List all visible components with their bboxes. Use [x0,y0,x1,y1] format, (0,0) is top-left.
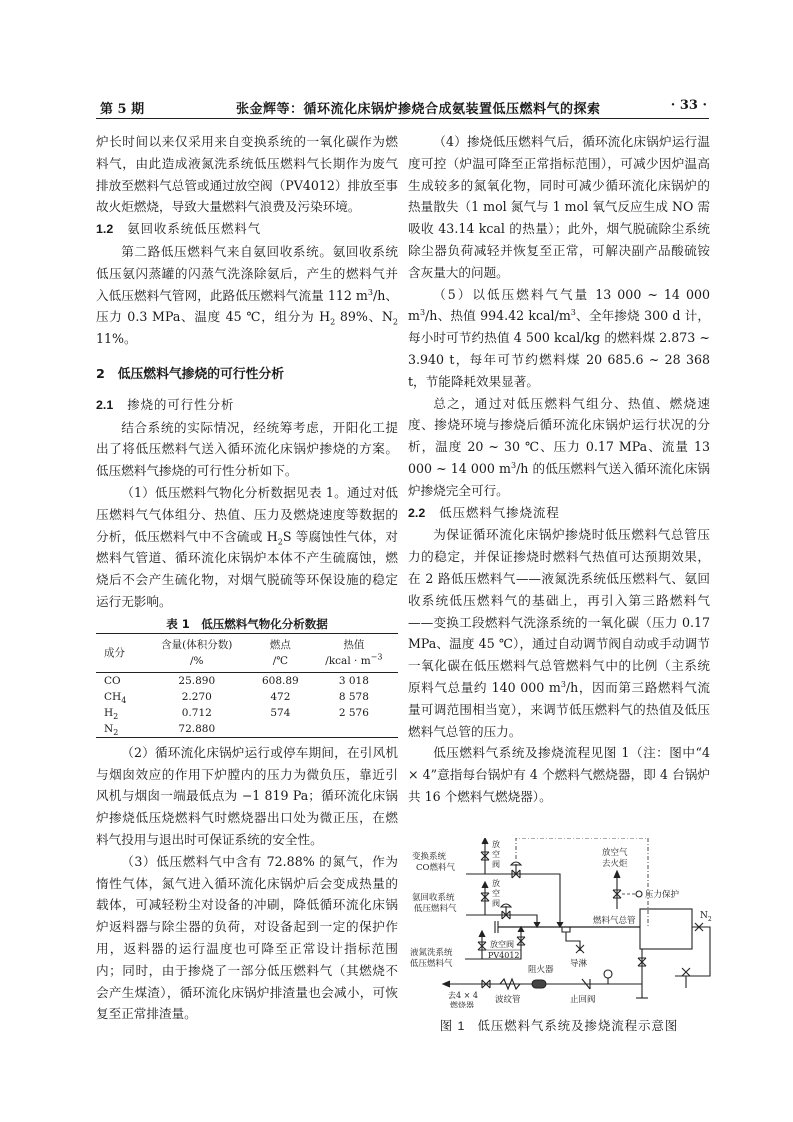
label-check-valve: 止回阀 [570,995,596,1005]
paragraph: 低压燃料气系统及掺烧流程见图 1（注：图中“4 × 4”意指每台锅炉有 4 个燃料气燃烧器，即 4 台锅炉共 16 个燃料气燃烧器）。 [408,745,710,804]
text: H [104,706,114,719]
blind-end [495,921,498,933]
data-table [96,633,398,738]
arrow-left [443,981,450,987]
table-row [96,672,398,689]
cell-ignition: 608.89 [262,674,299,687]
text: /% [190,654,204,667]
table-header-row [96,633,398,672]
text: /h，因而第三路燃料气流量可调范围相当宽），来调节低压燃料气的热值及低压燃料气总管的压力。 [408,679,710,739]
section-heading-2-2 [408,502,710,525]
label-drain: 导淋 [570,959,588,969]
cell-ignition [251,721,310,738]
label-co-source-1: 变换系统 [412,852,447,862]
label-pressure-protect: 压力保护 [645,890,680,900]
text: 阀 [492,860,500,869]
text: CO [104,674,121,687]
arrow-up [518,927,524,932]
label-n2 [700,911,712,923]
text: N [104,722,114,735]
paragraph: （4）掺烧低压燃料气后，循环流化床锅炉运行温度可控（炉温可降至正常指标范围），可减少因炉温高生成较多的氮氧化物，同时可减少循环流化床锅炉的热量散失（1 mol 氮气与 1 mol 氧气反应生成 NO 需吸收 43.14 kcal 的热量）；此外，烟气脱硫除尘系统除尘器负荷减轻并恢复至正常，可解决副产品酸硫铵含灰量大的问题。 [408,134,710,280]
text: /℃ [272,654,289,667]
text: 热值 [343,638,365,651]
superscript: 3 [419,308,426,318]
label-n2wash-source-1: 液氮洗系统 [410,948,453,958]
label-pv4012: PV4012 [488,951,520,960]
subscript: 2 [330,317,336,327]
arrow-co [557,922,563,927]
fuel-gas-header [640,909,692,949]
text: 空 [492,889,500,898]
superscript: −3 [370,652,383,662]
paragraph [96,482,398,613]
arrow-up [614,871,620,878]
cell-component [96,705,143,721]
section-number: 1.2 [96,222,114,237]
table-row [96,705,398,721]
text: 含量(体积分数) [161,638,233,651]
flame-arrester [532,980,546,988]
drain-trap [562,927,580,951]
signal-line-top [516,838,648,926]
label-burner-2: 燃烧器 [450,1001,474,1008]
paragraph [408,393,710,502]
section-number: 2.1 [96,397,114,412]
actuator [501,904,511,907]
text: /h、压力 0.3 MPa、温度 45 ℃，组分为 H [96,287,398,325]
text: 总之，通过对低压燃料气组分、热值、燃烧速度、掺烧环境与掺烧后循环流化床锅炉运行状况的分析，温度 20 ~ 30 ℃、压力 0.17 MPa、流量 13 000 ~ 14 000 m [408,395,710,476]
label-n2wash-source-2: 低压燃料气 [410,959,453,969]
label-burner-1: 去4 × 4 [448,991,478,1000]
text: （5）以低压燃料气气量 13 000 ~ 14 000 m [408,286,710,324]
figure-caption [408,1016,710,1034]
paragraph: 炉长时间以来仅采用来自变换系统的一氧化碳作为燃料气，由此造成液氮洗系统低压燃料气长期作为废气排放至燃料气总管或通过放空阀（PV4012）排放至事故火炬燃烧，导致大量燃料气浪费及污染环境。 [96,134,398,215]
paragraph [408,284,710,393]
section-number: 2.2 [408,505,426,520]
cell-heat: 2 576 [338,706,369,719]
superscript: 3 [560,679,566,689]
section-heading-1-2 [96,218,398,241]
n2-drain-valve [682,968,690,988]
pressure-gauge [604,970,612,978]
text: 燃点 [269,638,291,651]
section-heading-2-1 [96,394,398,417]
process-flow-diagram [410,838,715,1008]
section-heading-2: 2 低压燃料气掺烧的可行性分析 [96,366,285,382]
label-vent-gas-1: 放空气 [602,848,628,858]
header-component: 成分 [104,646,125,659]
section-title: 掺烧的可行性分析 [127,396,235,412]
subscript: 2 [277,537,283,547]
section-title: 氨回收系统低压燃料气 [127,221,262,237]
table-row [96,689,398,705]
label-header-pipe: 燃料气总管 [593,916,636,926]
label-vent-valve-pv: 放空阀 [490,940,514,949]
label-bellows: 波纹管 [495,995,521,1005]
text: /h、热值 994.42 kcal/m [425,308,571,324]
cell-heat [310,721,398,738]
paragraph [96,241,398,350]
paragraph: 结合系统的实际情况，经统筹考虑，开阳化工提出了将低压燃料气送入循环流化床锅炉掺烧的方案。低压燃料气掺烧的可行性分析如下。 [96,419,398,479]
header-content [143,633,251,672]
table-row [96,721,398,738]
control-valve-co [512,864,520,878]
cell-content: 72.880 [178,722,216,735]
paragraph: （3）低压燃料气中含有 72.88% 的氮气，作为惰性气体，氮气进入循环流化床锅炉后会变成热量的载体，可减轻粉尘对设备的冲刷，降低循环流化床锅炉返料器与除尘器的负荷，对设备起到一定的保护作用，返料器的运行温度也可降至正常设计指标范围内；同时，由于掺烧了一部分低压燃料气（其燃烧不会产生煤渣），循环流化床锅炉排渣量也会减小，可恢复至正常排渣量。 [96,853,398,1022]
text: 为保证循环流化床锅炉掺烧时低压燃料气总管压力的稳定，并保证掺烧时燃料气热值可达预期效果，在 2 路低压燃料气——液氮洗系统低压燃料气、氨回收系统低压燃料气的基础上，再引入第三路燃料气——变换工段燃料气洗涤系统的一氧化碳（压力 0.17 MPa、温度 45 ℃），通过自动调节阀自动或手动调节一氧化碳在低压燃料气总管燃料气中的比例（主系统原料气总量约 140 000 m [408,527,710,695]
text: /h 的低压燃料气送入循环流化床锅炉掺烧完全可行。 [408,460,710,498]
text: 89%、N [335,309,393,325]
section-title: 低压燃料气掺烧流程 [439,504,560,520]
cell-component [96,721,143,738]
superscript: 3 [570,308,576,318]
header-ignition [251,633,310,672]
cell-heat: 8 578 [338,690,369,703]
subscript: 2 [113,711,119,721]
text: CH [104,690,122,703]
text: N [700,911,708,921]
subscript: 2 [392,317,399,327]
label-nh3-source-1: 氨回收系统 [412,893,455,903]
figure-number: 图 1 [439,1019,466,1033]
cell-content: 2.270 [181,690,212,703]
pipe-co [466,874,560,926]
label-vent-valve-v2: 放 [492,879,500,888]
right-column [408,131,710,808]
left-column [96,131,398,1025]
label-co-source-2: CO燃料气 [416,863,455,873]
page-number: · 33 · [670,98,707,113]
text: （1）低压燃料气物化分析数据见表 1。通过对低压燃料气气体组分、热值、压力及燃烧速度等数据的分析，低压燃料气中不含硫或 H [96,484,398,544]
text: 2 [707,916,712,923]
arrow-up [482,882,488,888]
text: 11%。 [96,331,137,347]
actuator [511,862,521,865]
text: 第二路低压燃料气来自氨回收系统。氨回收系统低压氨闪蒸罐的闪蒸气洗涤除氨后，产生的燃料气并入低压燃料气管网，此路低压燃料气流量 112 m [96,243,398,303]
cell-component [96,672,143,689]
running-header [96,96,709,119]
pressure-sensor [636,891,642,897]
table-caption: 表 1 低压燃料气物化分析数据 [166,616,328,631]
arrow-down [534,922,540,927]
text: 、全年掺烧 300 d 计，每小时可节约热值 4 500 kcal/kg 的燃料煤 2.873 ~ 3.940 t，每年可节约燃料煤 20 685.6 ~ 28 368 t，节能降耗效果显著。 [408,308,710,389]
label-vent-gas-2: 去火炬 [602,859,628,869]
control-valve-nh3 [502,906,510,919]
running-title: 张金辉等：循环流化床锅炉掺烧合成氨装置低压燃料气的探索 [236,102,601,117]
label-flame-arrester: 阻火器 [528,965,554,975]
cell-heat: 3 018 [338,674,369,687]
cell-ignition: 472 [270,690,291,703]
header-heat [310,633,398,672]
cell-content: 0.712 [181,706,212,719]
subscript: 2 [113,727,119,737]
paragraph: （2）循环流化床锅炉运行或停车期间，在引风机与烟囱效应的作用下炉膛内的压力为微负压，靠近引风机与烟囱一端最低点为 −1 819 Pa；循环流化床锅炉掺烧低压烧燃料气时燃烧器出口处为微正压，在燃料气投用与退出时可保证系统的安全性。 [96,744,398,847]
arrow-up [479,931,485,937]
text: S 等腐蚀性气体，对燃料气管道、循环流化床锅炉本体不产生硫腐蚀，燃烧后不会产生硫化物，对烟气脱硫等环保设施的稳定运行无影响。 [96,528,398,609]
issue-number: 第 5 期 [100,102,145,117]
subscript: 4 [121,695,127,705]
cell-ignition: 574 [270,706,291,719]
figure-title: 低压燃料气系统及掺烧流程示意图 [477,1018,679,1033]
superscript: 3 [367,287,373,297]
cell-component [96,689,143,705]
cell-content: 25.890 [178,674,216,687]
label-vent-valve-v1: 放 [492,840,500,849]
paragraph [408,524,710,742]
label-nh3-source-2: 低压燃料气 [414,904,457,914]
arrow-up [482,838,488,844]
text: 阀 [492,899,500,908]
text: 空 [492,850,500,859]
superscript: 3 [510,460,517,470]
text: /kcal · m [325,654,371,667]
